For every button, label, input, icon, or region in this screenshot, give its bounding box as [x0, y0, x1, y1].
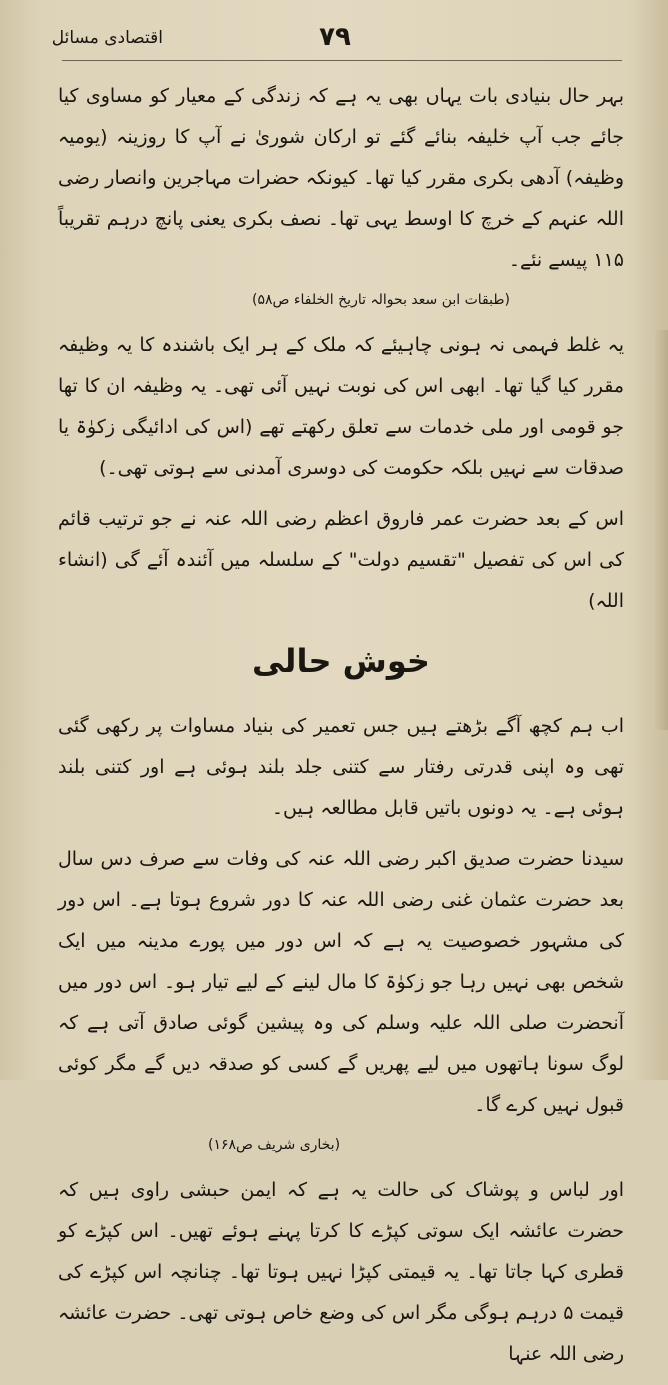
page-edge-shadow — [654, 330, 668, 730]
paragraph-5: سیدنا حضرت صدیق اکبر رضی اللہ عنہ کی وفات سے صرف دس سال بعد حضرت عثمان غنی رضی اللہ عنہ کا دور شروع ہوتا ہے۔ اس دور کی مشہور خصوصیت یہ ہے کہ اس دور میں پورے مدینہ میں ایک شخص بھی نہیں رہا جو زکوٰۃ کا مال لینے کے لیے تیار ہو۔ اس دور میں آنحضرت صلی اللہ علیہ وسلم کی وہ پیشین گوئی صادق آتی ہے کہ لوگ سونا ہاتھوں میں لیے پھریں گے کسی کو صدقہ دیں گے مگر کوئی قبول نہیں کرے گا۔ — [58, 848, 624, 1116]
header-rule — [62, 60, 622, 61]
page-number: ۷۹ — [319, 22, 351, 52]
paragraph-6: اور لباس و پوشاک کی حالت یہ ہے کہ ایمن حبشی راوی ہیں کہ حضرت عائشہ ایک سوتی کپڑے کا کرتا پہنے ہوئے تھیں۔ اس کپڑے کو قطری کہا جاتا تھا۔ یہ قیمتی کپڑا نہیں ہوتا تھا۔ چنانچہ اس کپڑے کی قیمت ۵ درہم ہوگی مگر اس کی وضع خاص ہوتی تھی۔ حضرت عائشہ رضی اللہ عنہا — [58, 1179, 625, 1365]
page-body — [58, 76, 624, 1385]
running-title: اقتصادی مسائل — [51, 28, 163, 48]
reference-1: (طبقات ابن سعد بحوالہ تاریخ الخلفاء ص۵۸) — [252, 292, 510, 308]
paragraph-4: اب ہم کچھ آگے بڑھتے ہیں جس تعمیر کی بنیاد مساوات پر رکھی گئی تھی وہ اپنی قدرتی رفتار سے کتنی جلد بلند ہوئی ہے اور کتنی بلند ہوئی ہے۔ یہ دونوں باتیں قابل مطالعہ ہیں۔ — [58, 715, 624, 819]
paragraph-3: اس کے بعد حضرت عمر فاروق اعظم رضی اللہ عنہ نے جو ترتیب قائم کی اس کی تفصیل "تقسیم دولت" کے سلسلہ میں آئندہ آئے گی (انشاء اللہ) — [58, 508, 624, 612]
paragraph-1: بہر حال بنیادی بات یہاں بھی یہ ہے کہ زندگی کے معیار کو مساوی کیا جائے جب آپ خلیفہ بنائے گئے تو ارکان شوریٰ نے آپ کا روزینہ (یومیہ وظیفہ) آدھی بکری مقرر کیا تھا۔ کیونکہ حضرات مہاجرین وانصار رضی اللہ عنہم کے خرچ کا اوسط یہی تھا۔ نصف بکری یعنی پانچ درہم تقریباً ۱۱۵ پیسے نئے۔ — [58, 85, 624, 271]
reference-2: (بخاری شریف ص۱۶۸) — [208, 1137, 341, 1153]
paragraph-2: یہ غلط فہمی نہ ہونی چاہیئے کہ ملک کے ہر ایک باشندہ کا یہ وظیفہ مقرر کیا گیا تھا۔ ابھی اس کی نوبت نہیں آئی تھی۔ یہ وظیفہ ان کا تھا جو قومی اور ملی خدمات سے تعلق رکھتے تھے (اس کی ادائیگی زکوٰۃ یا صدقات سے نہیں بلکہ حکومت کی دوسری آمدنی سے ہوتی تھی۔) — [58, 334, 624, 479]
section-heading: خوش حالی — [252, 642, 430, 680]
